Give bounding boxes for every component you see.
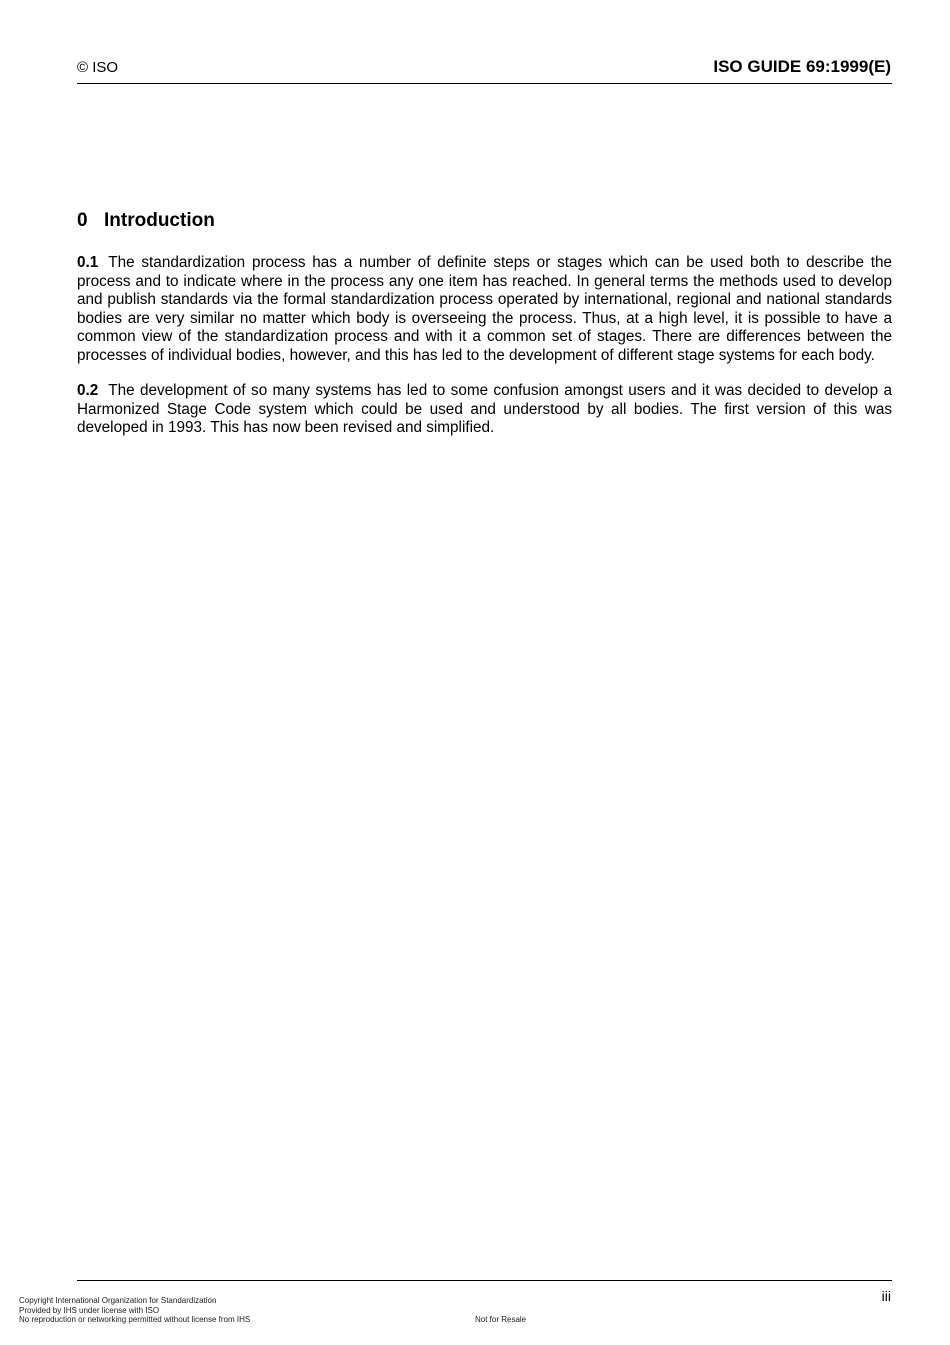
header-document-id: ISO GUIDE 69:1999(E) xyxy=(713,57,891,76)
paragraph-number: 0.2 xyxy=(77,382,99,399)
resale-notice: Not for Resale xyxy=(475,1315,527,1324)
body-text xyxy=(77,254,892,455)
header-divider xyxy=(77,83,892,84)
legal-line: Provided by IHS under license with ISO xyxy=(19,1305,160,1315)
paragraph-0-2 xyxy=(77,382,892,438)
paragraph-0-1 xyxy=(77,254,892,365)
legal-notice xyxy=(19,1296,250,1325)
section-heading xyxy=(77,210,215,232)
footer-divider xyxy=(77,1280,892,1281)
header-copyright: © ISO xyxy=(77,59,119,76)
page-number: iii xyxy=(881,1288,891,1304)
section-title: Introduction xyxy=(104,210,215,231)
paragraph-text: The standardization process has a number of definite steps or stages which can be used both to describe the process and to indicate where in the process any one item has reached. In general terms the methods used to develop and publish standards via the formal standardization process operated by international, regional and national standards bodies are very similar no matter which body is overseeing the process. Thus, at a high level, it is possible to have a common view of the standardization process and with it a common set of stages. There are differences between the processes of individual bodies, however, and this has led to the development of different stage systems for each body. xyxy=(77,254,892,364)
legal-line: Copyright International Organization for Standardization xyxy=(19,1296,217,1305)
legal-line: No reproduction or networking permitted without license from IHS xyxy=(19,1315,251,1324)
paragraph-text: The development of so many systems has led to some confusion amongst users and it was decided to develop a Harmonized Stage Code system which could be used and understood by all bodies. The first version of this was developed in 1993. This has now been revised and simplified. xyxy=(77,382,892,436)
section-number: 0 xyxy=(77,210,88,231)
paragraph-number: 0.1 xyxy=(77,254,99,271)
